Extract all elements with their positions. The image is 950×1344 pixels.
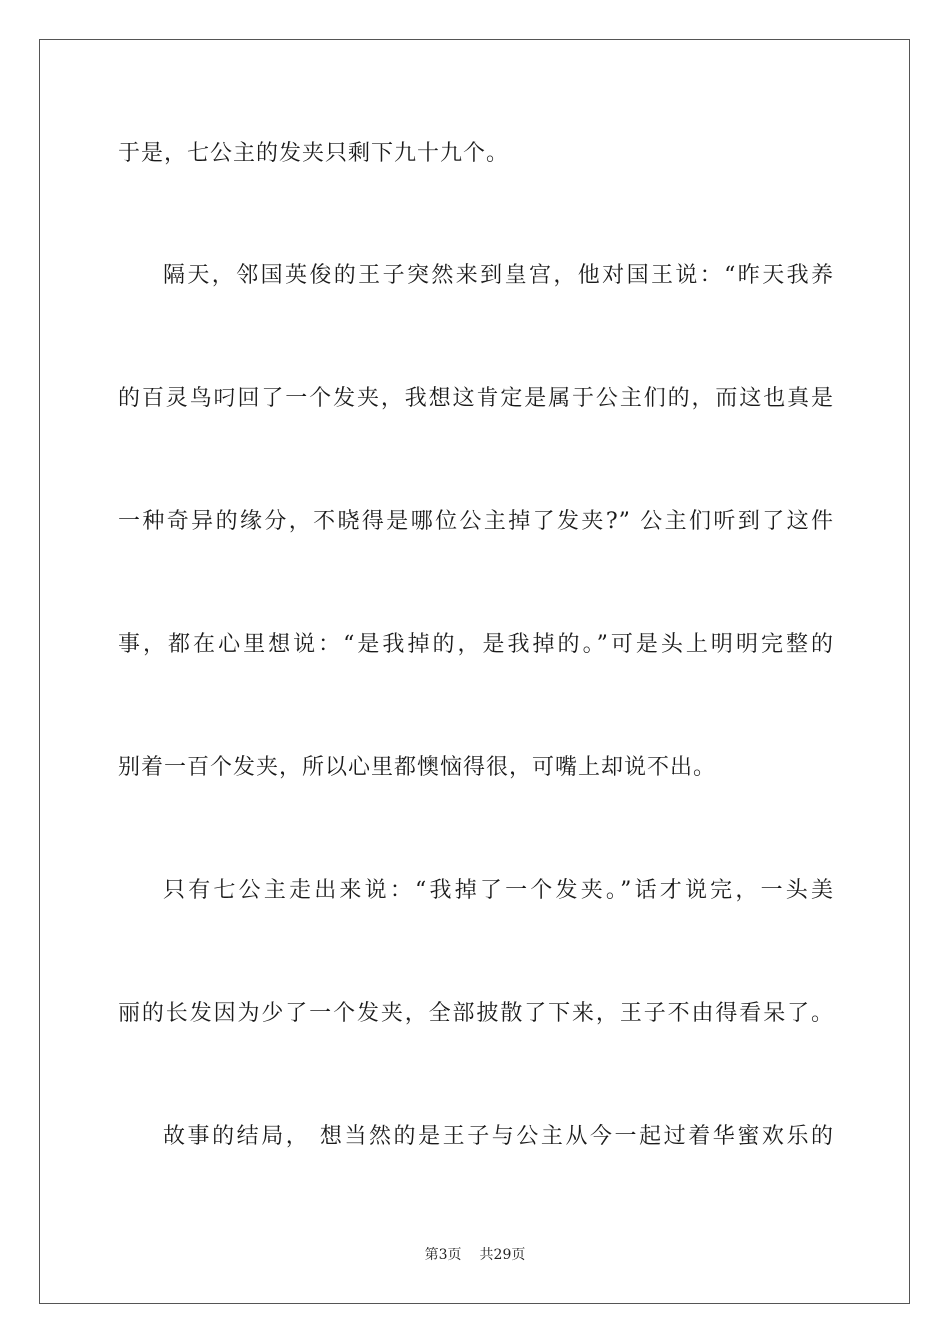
text-line-8: 丽的长发因为少了一个发夹，全部披散了下来，王子不由得看呆了。 — [118, 1001, 834, 1026]
page-footer — [0, 1246, 950, 1264]
text-line-9: 故事的结局， 想当然的是王子与公主从今一起过着华蜜欢乐的 — [163, 1124, 834, 1149]
text-line-4: 一种奇异的缘分，不晓得是哪位公主掉了发夹?” 公主们听到了这件 — [118, 509, 834, 534]
text-line-6: 别着一百个发夹，所以心里都懊恼得很，可嘴上却说不出。 — [118, 755, 717, 780]
text-line-5: 事，都在心里想说：“是我掉的，是我掉的。”可是头上明明完整的 — [118, 632, 834, 657]
page-total: 共29页 — [479, 1247, 526, 1263]
page-number: 第3页 — [424, 1247, 462, 1263]
text-line-1: 于是，七公主的发夹只剩下九十九个。 — [118, 141, 510, 166]
text-line-2: 隔天，邻国英俊的王子突然来到皇宫，他对国王说：“昨天我养 — [163, 263, 834, 288]
page-frame — [39, 39, 910, 1304]
text-line-7: 只有七公主走出来说：“我掉了一个发夹。”话才说完，一头美 — [163, 878, 834, 903]
text-line-3: 的百灵鸟叼回了一个发夹，我想这肯定是属于公主们的，而这也真是 — [118, 386, 834, 411]
